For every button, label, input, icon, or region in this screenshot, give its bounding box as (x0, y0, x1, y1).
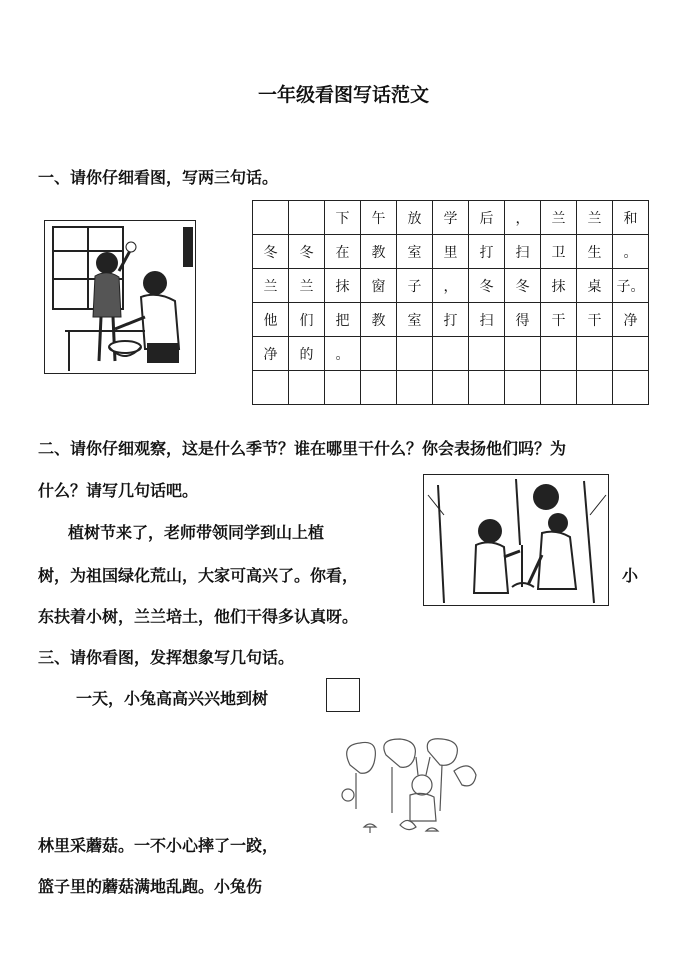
grid-cell: 冬 (253, 235, 289, 269)
grid-cell: 学 (433, 201, 469, 235)
grid-cell: 。 (613, 235, 649, 269)
grid-cell (469, 337, 505, 371)
grid-cell: 午 (361, 201, 397, 235)
section3-line2: 林里采蘑菇。一不小心摔了一跤， (38, 836, 279, 855)
grid-cell (289, 371, 325, 405)
grid-row (253, 371, 649, 405)
grid-cell: ， (433, 269, 469, 303)
grid-cell (433, 337, 469, 371)
cleaning-classroom-drawing (45, 221, 195, 373)
page-title: 一年级看图写话范文 (257, 84, 429, 106)
grid-cell: ， (505, 201, 541, 235)
grid-cell: 他 (253, 303, 289, 337)
grid-cell: 里 (433, 235, 469, 269)
grid-cell: 教 (361, 303, 397, 337)
grid-cell (433, 371, 469, 405)
grid-cell: 扫 (505, 235, 541, 269)
tree-planting-drawing (424, 475, 608, 605)
grid-cell: 抹 (541, 269, 577, 303)
grid-cell: 下 (325, 201, 361, 235)
grid-cell: 打 (433, 303, 469, 337)
grid-cell (469, 371, 505, 405)
grid-cell: 卫 (541, 235, 577, 269)
grid-cell: 抹 (325, 269, 361, 303)
grid-row (253, 235, 649, 269)
rabbit-mushroom-drawing (330, 735, 480, 845)
grid-cell: 室 (397, 303, 433, 337)
grid-cell: 干 (577, 303, 613, 337)
grid-cell (505, 371, 541, 405)
grid-cell: 在 (325, 235, 361, 269)
grid-row (253, 201, 649, 235)
section2-question-line1: 二、请你仔细观察，这是什么季节？谁在哪里干什么？你会表扬他们吗？为 (38, 439, 567, 458)
grid-cell: 兰 (253, 269, 289, 303)
grid-cell (361, 371, 397, 405)
grid-cell: 窗 (361, 269, 397, 303)
grid-cell (577, 371, 613, 405)
blank-square (326, 678, 360, 712)
grid-cell: 放 (397, 201, 433, 235)
cleaning-classroom-illustration (44, 220, 196, 374)
grid-cell: 和 (613, 201, 649, 235)
grid-cell: 桌 (577, 269, 613, 303)
section3-heading: 三、请你看图，发挥想象写几句话。 (38, 648, 295, 667)
grid-cell: 兰 (289, 269, 325, 303)
section2-answer-line3: 东扶着小树，兰兰培土，他们干得多认真呀。 (38, 607, 359, 626)
grid-cell (613, 371, 649, 405)
section3-line3: 篮子里的蘑菇满地乱跑。小兔伤 (38, 877, 263, 896)
section2-answer-line1: 植树节来了，老师带领同学到山上植 (68, 523, 325, 542)
grid-cell: 的 (289, 337, 325, 371)
grid-cell: 子 (397, 269, 433, 303)
tree-planting-illustration (423, 474, 609, 606)
grid-cell: 后 (469, 201, 505, 235)
grid-cell: 。 (325, 337, 361, 371)
grid-cell (325, 371, 361, 405)
grid-cell (397, 371, 433, 405)
rabbit-mushroom-illustration (330, 735, 480, 845)
section3-line1: 一天，小兔高高兴兴地到树 (76, 689, 269, 708)
grid-cell (289, 201, 325, 235)
grid-cell (613, 337, 649, 371)
section2-answer-line2: 树，为祖国绿化荒山，大家可高兴了。你看， (38, 566, 359, 585)
grid-cell: 教 (361, 235, 397, 269)
section1-heading: 一、请你仔细看图，写两三句话。 (38, 168, 279, 187)
grid-cell (397, 337, 433, 371)
grid-cell: 子。 (613, 269, 649, 303)
grid-row (253, 269, 649, 303)
grid-cell: 兰 (541, 201, 577, 235)
writing-grid (252, 200, 649, 405)
grid-cell: 扫 (469, 303, 505, 337)
grid-cell: 得 (505, 303, 541, 337)
grid-cell: 生 (577, 235, 613, 269)
grid-cell: 打 (469, 235, 505, 269)
grid-cell: 冬 (505, 269, 541, 303)
grid-cell (541, 337, 577, 371)
grid-cell (577, 337, 613, 371)
grid-cell: 净 (253, 337, 289, 371)
grid-cell: 兰 (577, 201, 613, 235)
grid-cell (361, 337, 397, 371)
grid-cell: 净 (613, 303, 649, 337)
grid-cell: 冬 (289, 235, 325, 269)
grid-row (253, 303, 649, 337)
grid-cell: 干 (541, 303, 577, 337)
grid-cell: 室 (397, 235, 433, 269)
grid-cell: 们 (289, 303, 325, 337)
grid-cell: 把 (325, 303, 361, 337)
grid-cell (253, 201, 289, 235)
grid-cell (253, 371, 289, 405)
grid-cell (541, 371, 577, 405)
section2-answer-line2-end: 小 (622, 566, 639, 585)
section2-question-line2: 什么？请写几句话吧。 (38, 481, 199, 500)
grid-row (253, 337, 649, 371)
grid-cell: 冬 (469, 269, 505, 303)
grid-cell (505, 337, 541, 371)
